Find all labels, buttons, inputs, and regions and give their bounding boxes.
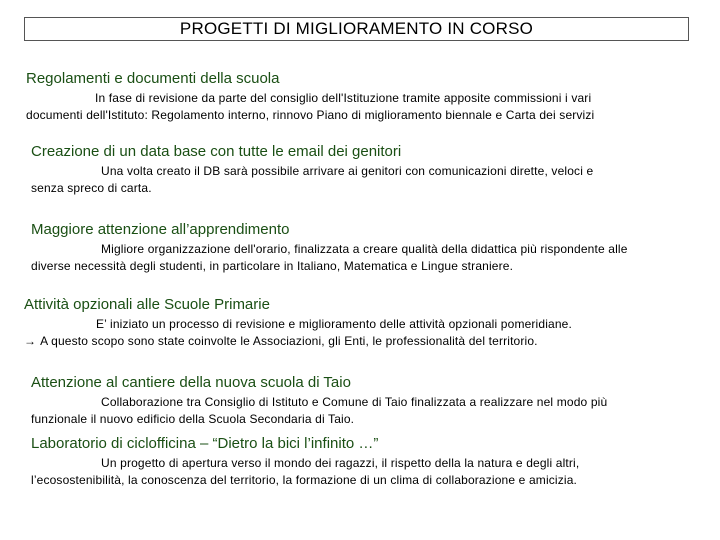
section-body: [31, 394, 607, 428]
section-body: [31, 455, 579, 489]
section-body: [26, 90, 594, 124]
section-apprendimento: [31, 221, 628, 275]
body-line: Un progetto di apertura verso il mondo dei ragazzi, il rispetto della la natura e degli altri,: [101, 456, 580, 470]
arrow-right-icon: →: [24, 334, 37, 348]
section-regolamenti: [26, 70, 594, 124]
body-line: documenti dell'Istituto: Regolamento interno, rinnovo Piano di miglioramento biennale e Carta dei servizi: [26, 108, 595, 122]
section-body: [24, 316, 572, 350]
body-line: Migliore organizzazione dell'orario, finalizzata a creare qualità della didattica più rispondente alle: [101, 242, 628, 256]
body-line: Una volta creato il DB sarà possibile arrivare ai genitori con comunicazioni dirette, veloci e: [101, 164, 594, 178]
section-body: [31, 241, 628, 275]
body-line: Collaborazione tra Consiglio di Istituto e Comune di Taio finalizzata a realizzare nel modo più: [101, 395, 608, 409]
body-line: diverse necessità degli studenti, in particolare in Italiano, Matematica e Lingue straniere.: [31, 259, 514, 273]
body-line: E’ iniziato un processo di revisione e miglioramento delle attività opzionali pomeridiane.: [96, 317, 572, 331]
body-line: → A questo scopo sono state coinvolte le Associazioni, gli Enti, le professionalità del territorio.: [24, 334, 538, 348]
section-database: [31, 143, 593, 197]
body-line: funzionale il nuovo edificio della Scuola Secondaria di Taio.: [31, 412, 355, 426]
body-line: l’ecosostenibilità, la conoscenza del territorio, la formazione di un clima di collaborazione e amicizia.: [31, 473, 578, 487]
section-attivita-opzionali: [24, 296, 572, 350]
section-heading: Creazione di un data base con tutte le email dei genitori: [31, 143, 402, 160]
section-heading: Maggiore attenzione all’apprendimento: [31, 221, 290, 238]
section-heading: Attività opzionali alle Scuole Primarie: [24, 296, 270, 313]
body-line: senza spreco di carta.: [31, 181, 152, 195]
section-cantiere: [31, 374, 607, 428]
section-body: [31, 163, 593, 197]
section-heading: Regolamenti e documenti della scuola: [26, 70, 280, 87]
section-ciclofficina: [31, 435, 579, 489]
body-line: In fase di revisione da parte del consiglio dell'Istituzione tramite apposite commissioni i vari: [95, 91, 592, 105]
section-heading: Laboratorio di ciclofficina – “Dietro la bici l’infinito …”: [31, 435, 379, 452]
page-title: PROGETTI DI MIGLIORAMENTO IN CORSO: [24, 17, 689, 41]
section-heading: Attenzione al cantiere della nuova scuola di Taio: [31, 374, 351, 391]
